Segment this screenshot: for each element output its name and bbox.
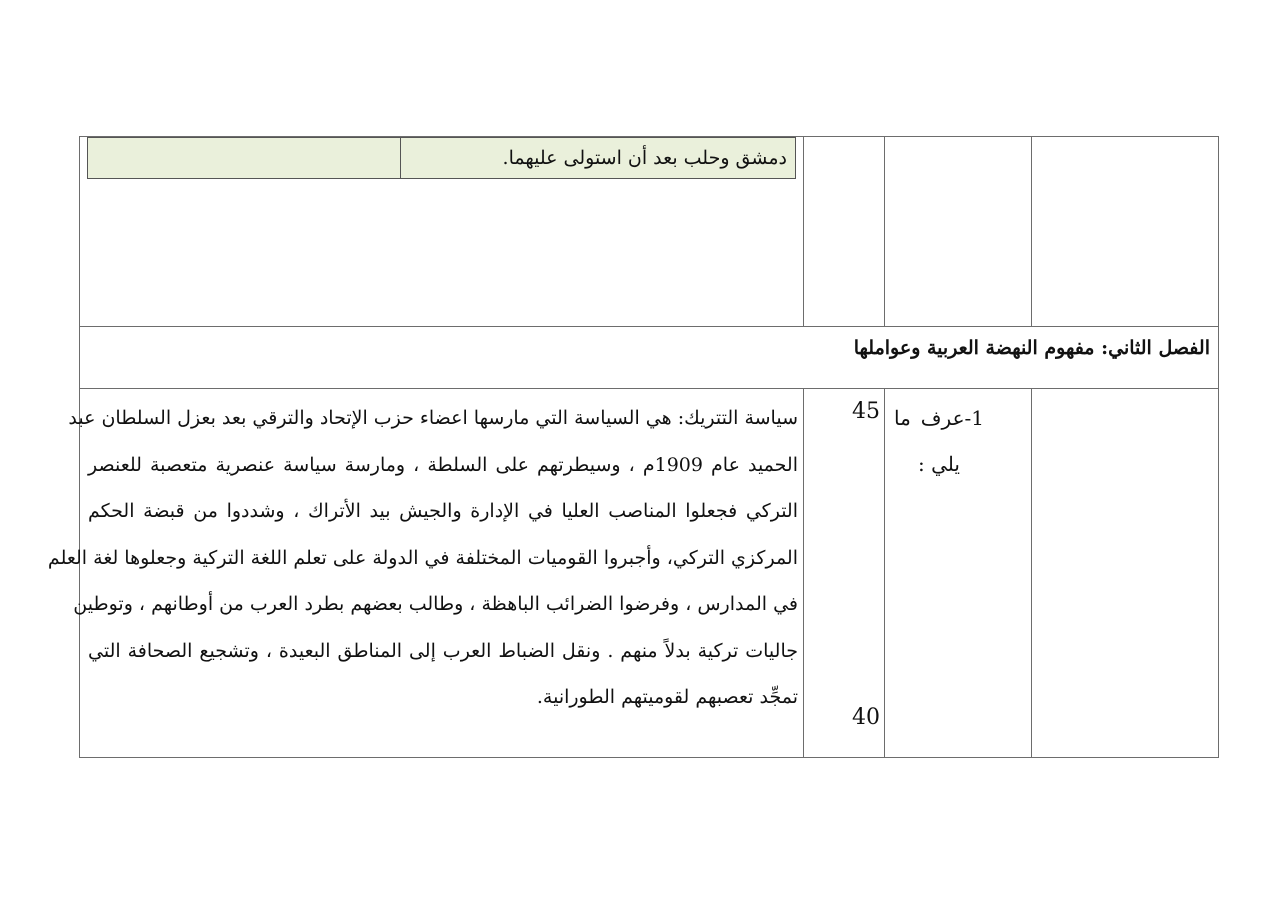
highlighted-text-box: [87, 137, 796, 179]
time-bottom-value: 40: [852, 705, 880, 730]
lesson-plan-table: [47, 136, 1219, 758]
column-divider: [803, 388, 804, 758]
paragraph-line: سياسة التتريك: هي السياسة التي مارسها اعضاء حزب الإتحاد والترقي بعد بعزل السلطان عبد: [68, 407, 798, 429]
paragraph-line: التركي فجعلوا المناصب العليا في الإدارة والجيش بيد الأتراك ، وشددوا من قبضة الحكم: [88, 500, 798, 522]
paragraph-line: في المدارس ، وفرضوا الضرائب الباهظة ، وطالب بعضهم بطرد العرب من أوطانهم ، وتوطين: [73, 593, 798, 615]
objective-line: يلي :: [918, 452, 960, 476]
paragraph-line: المركزي التركي، وأجبروا القوميات المختلفة في الدولة على تعلم اللغة التركية وجعلوها لغة العلم: [47, 546, 798, 569]
row-divider-bottom: [80, 388, 1218, 389]
objective-line: 1-عرف ما: [894, 406, 984, 430]
column-divider: [803, 137, 804, 326]
definition-paragraph: [47, 395, 798, 721]
row-divider-top: [80, 326, 1218, 327]
paragraph-line: تمجِّد تعصبهم لقوميتهم الطورانية.: [536, 686, 798, 708]
column-divider: [884, 388, 885, 758]
chapter-title: الفصل الثاني: مفهوم النهضة العربية وعواملها: [853, 337, 1210, 359]
column-divider: [884, 137, 885, 326]
inner-box-divider: [400, 138, 401, 178]
paragraph-line: الحميد عام 1909م ، وسيطرتهم على السلطة ، ومارسة سياسة عنصرية متعصبة للعنصر: [88, 453, 798, 476]
column-divider: [1031, 388, 1032, 758]
paragraph-line: جاليات تركية بدلاً منهم . ونقل الضباط العرب إلى المناطق البعيدة ، وتشجيع الصحافة التي: [88, 639, 798, 662]
column-divider: [1031, 137, 1032, 326]
objective-cell: [894, 395, 984, 487]
inner-box-text: دمشق وحلب بعد أن استولى عليهما.: [502, 147, 787, 169]
time-top-value: 45: [852, 399, 880, 424]
